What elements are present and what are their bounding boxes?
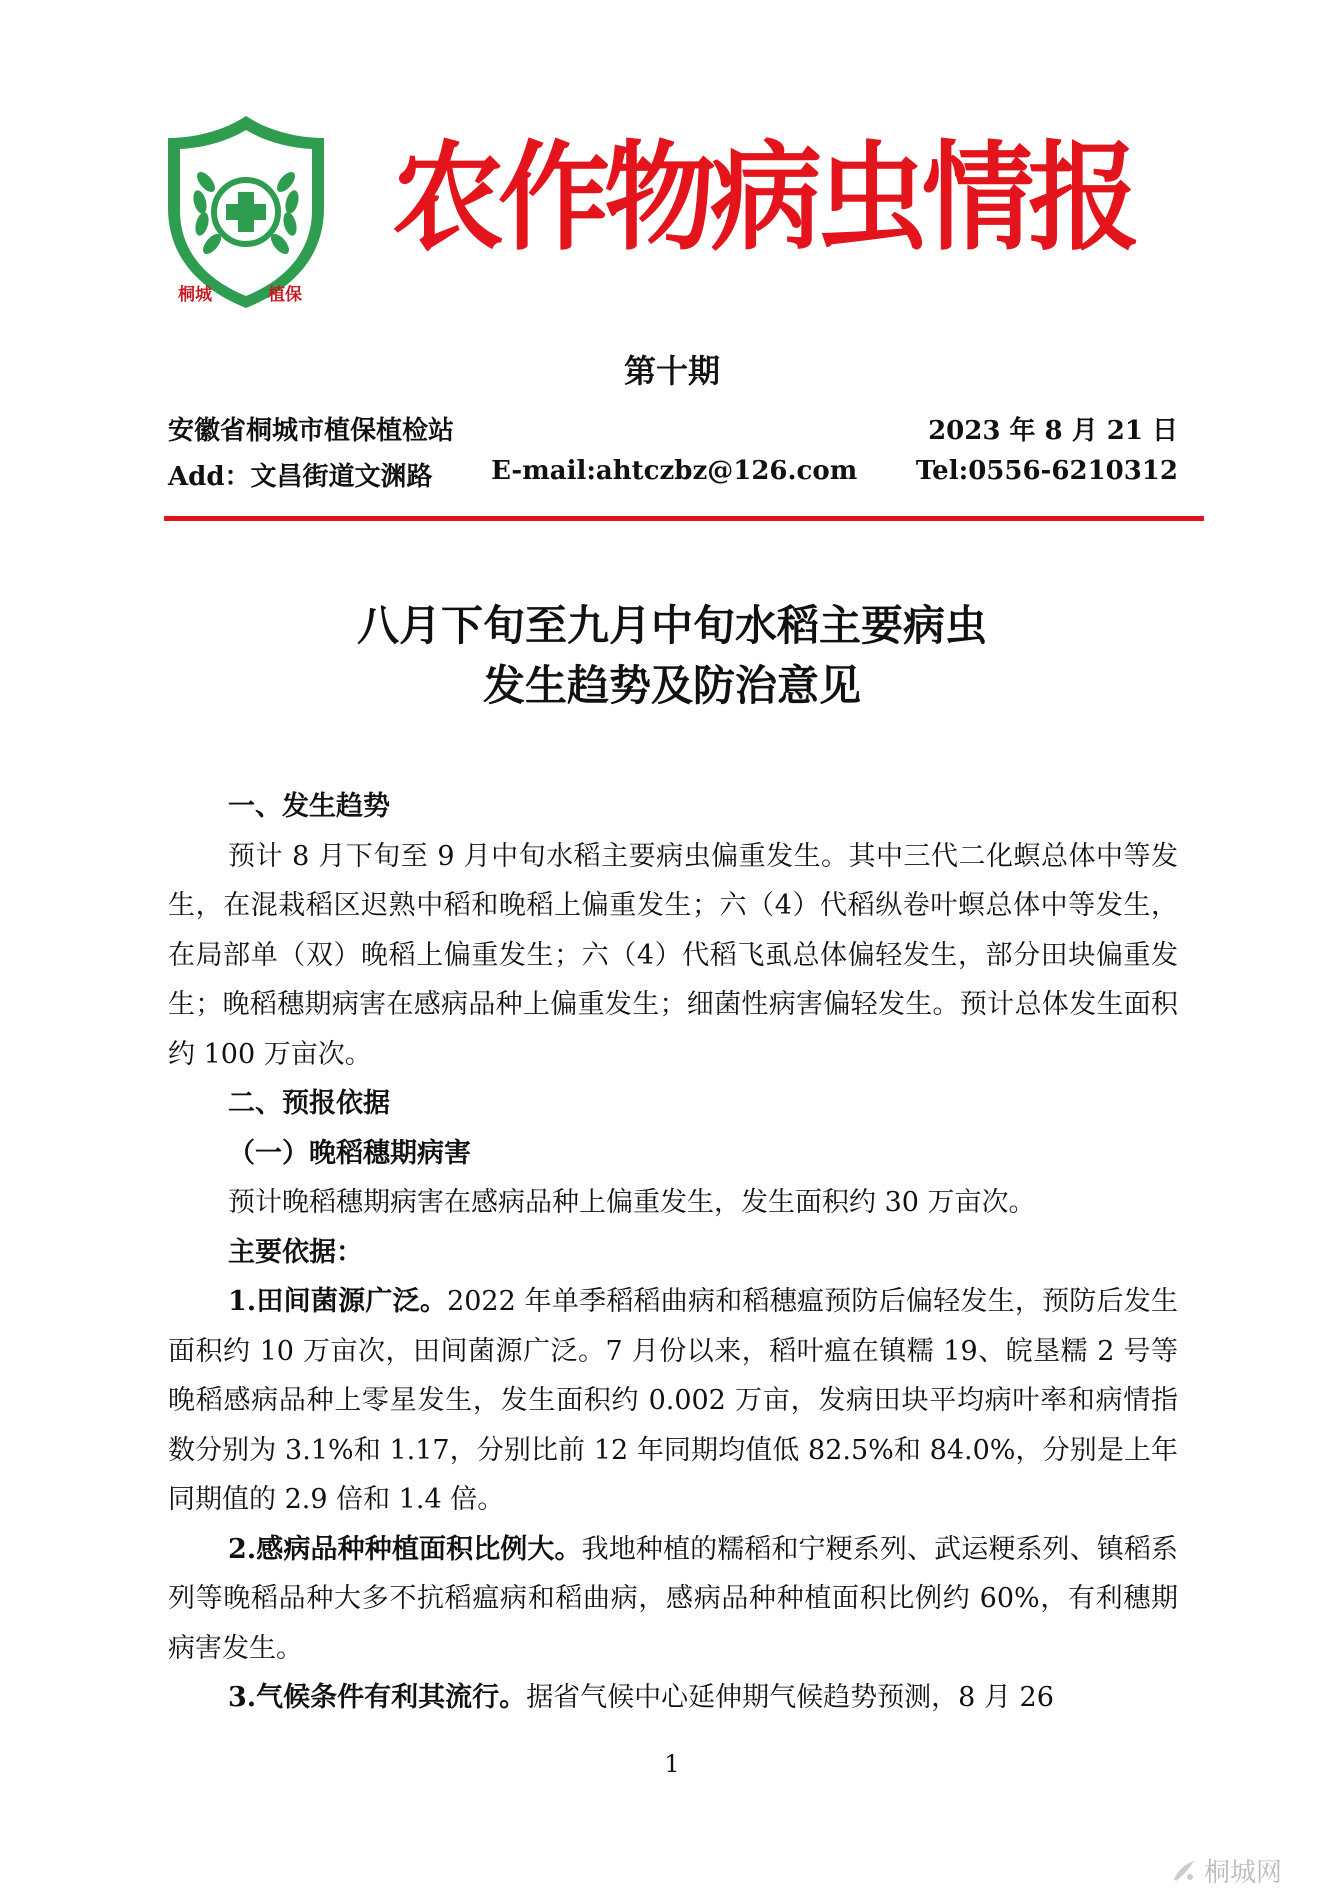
logo-left-text: 桐城 bbox=[178, 285, 212, 305]
page-number: 1 bbox=[664, 1750, 680, 1778]
paragraph-point-1 bbox=[168, 1277, 1178, 1525]
paragraph-point-2 bbox=[168, 1525, 1178, 1674]
watermark-text: 桐城网 bbox=[1204, 1858, 1283, 1888]
section-heading-trend: 一、发生趋势 bbox=[228, 791, 390, 822]
logo-right-text: 植保 bbox=[268, 285, 302, 305]
issue-date: 2023 年 8 月 21 日 bbox=[928, 416, 1178, 446]
point-3-lead: 3.气候条件有利其流行。 bbox=[228, 1682, 527, 1713]
plant-protection-logo bbox=[162, 112, 330, 312]
paragraph-late-rice: 预计晚稻穗期病害在感病品种上偏重发生，发生面积约 30 万亩次。 bbox=[228, 1187, 1036, 1218]
point-1-text: 2022 年单季稻稻曲病和稻穗瘟预防后偏轻发生，预防后发生面积约 10 万亩次，田间菌源广泛。7 月份以来，稻叶瘟在镇糯 19、皖垦糯 2 号等晚稻感病品种上零星发生，发生面积约 0.002 万亩，发病田块平均病叶率和病情指数分别为 3.1%和 1.17，分别比前 12 年同期均值低 82.5%和 84.0%，分别是上年同期值的 2.9 倍和 1.4 倍。 bbox=[168, 1286, 1179, 1515]
organization-name: 安徽省桐城市植保植检站 bbox=[168, 416, 455, 446]
section-heading-basis: 二、预报依据 bbox=[228, 1088, 390, 1119]
paragraph-point-3 bbox=[168, 1673, 1178, 1723]
article-title-line1: 八月下旬至九月中旬水稻主要病虫 bbox=[356, 601, 987, 650]
subsection-heading-late-rice: （一）晚稻穗期病害 bbox=[228, 1137, 471, 1169]
meta-row-org-date bbox=[168, 410, 1178, 447]
point-2-lead: 2.感病品种种植面积比例大。 bbox=[228, 1533, 582, 1565]
email: E-mail:ahtczbz@126.com bbox=[491, 456, 858, 486]
masthead-title: 农作物病虫情报 bbox=[392, 129, 1134, 268]
article-body bbox=[168, 782, 1178, 1723]
paragraph-trend: 预计 8 月下旬至 9 月中旬水稻主要病虫偏重发生。其中三代二化螟总体中等发生，在混栽稻区迟熟中稻和晚稻上偏重发生；六（4）代稻纵卷叶螟总体中等发生，在局部单（双）晚稻上偏重发生；六（4）代稻飞虱总体偏轻发生，部分田块偏重发生；晚稻穗期病害在感病品种上偏重发生；细菌性病害偏轻发生。预计总体发生面积约 100 万亩次。 bbox=[168, 840, 1178, 1070]
basis-heading: 主要依据： bbox=[228, 1236, 363, 1268]
point-2-text: 我地种植的糯稻和宁粳系列、武运粳系列、镇稻系列等晚稻品种大多不抗稻瘟病和稻曲病，感病品种种植面积比例约 60%，有利穗期病害发生。 bbox=[168, 1533, 1179, 1664]
site-logo-icon bbox=[1170, 1857, 1198, 1885]
article-title-line2: 发生趋势及防治意见 bbox=[482, 661, 861, 710]
header-divider bbox=[164, 516, 1204, 521]
point-1-lead: 1.田间菌源广泛。 bbox=[228, 1286, 448, 1317]
address: Add：文昌街道文渊路 bbox=[168, 462, 433, 492]
telephone: Tel:0556-6210312 bbox=[915, 456, 1178, 486]
point-3-text: 据省气候中心延伸期气候趋势预测，8 月 26 bbox=[526, 1682, 1054, 1713]
issue-number: 第十期 bbox=[623, 352, 720, 390]
meta-row-contact bbox=[168, 456, 1178, 493]
watermark bbox=[1170, 1852, 1282, 1889]
